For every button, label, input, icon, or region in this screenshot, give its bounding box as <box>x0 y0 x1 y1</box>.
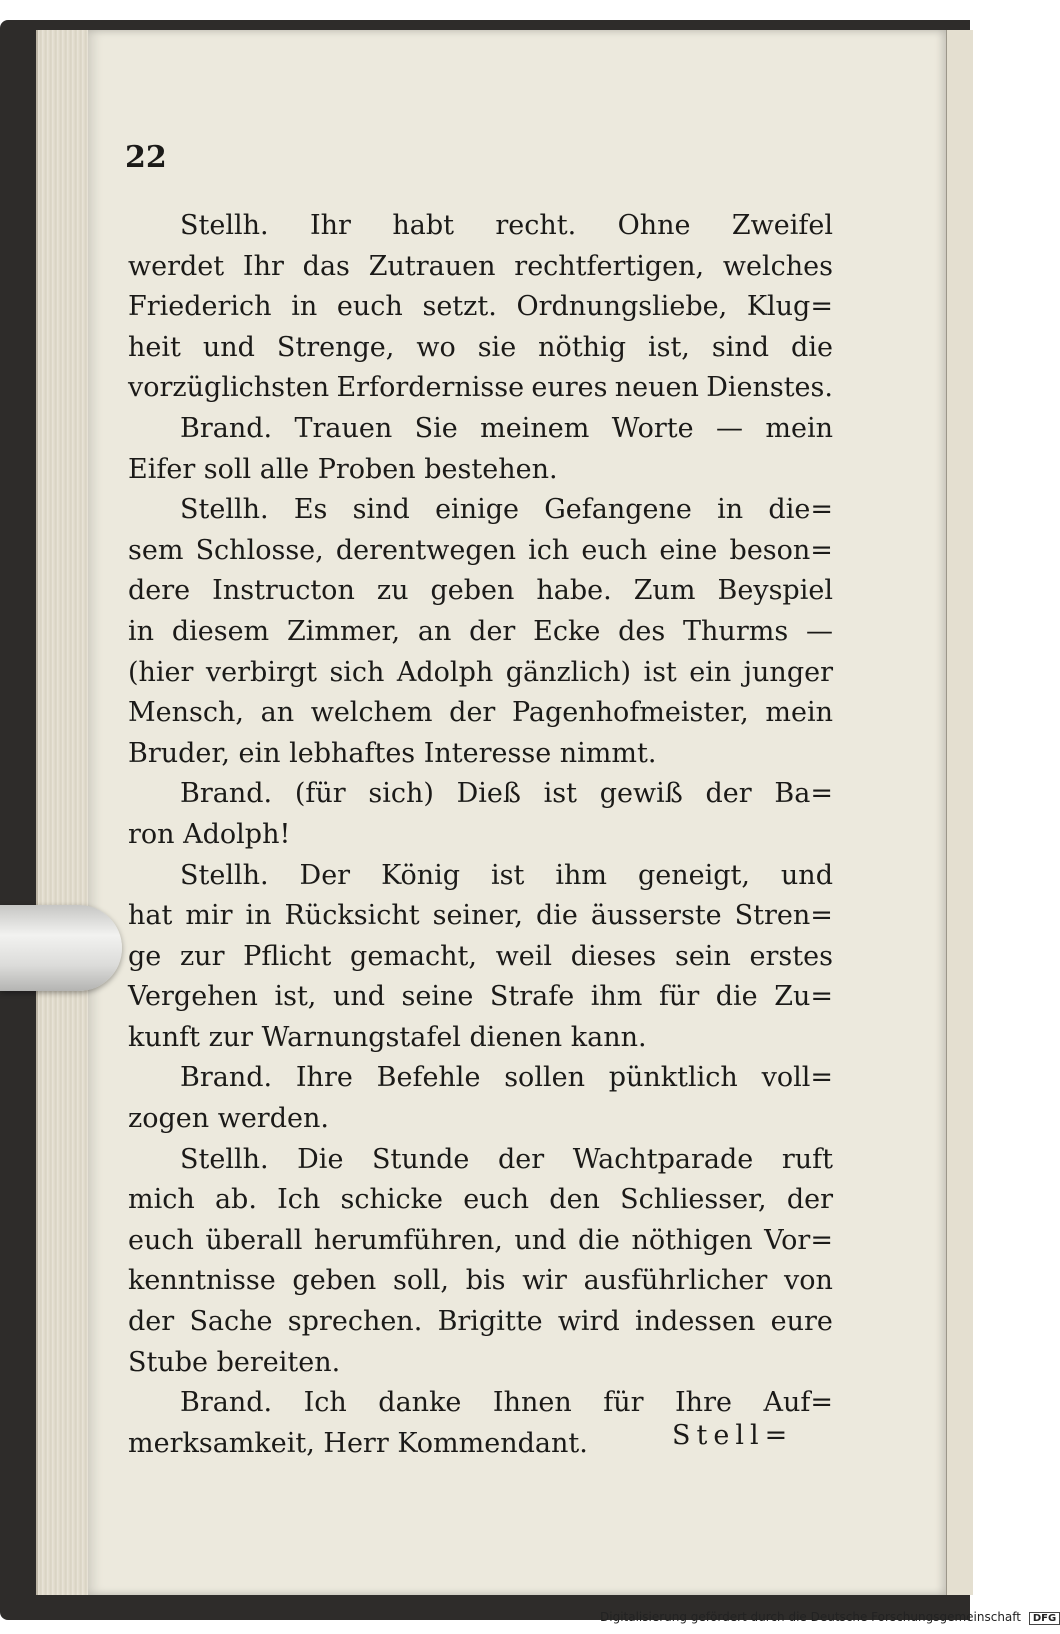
page-clip <box>0 905 122 991</box>
text-line: Bruder, ein lebhaftes Interesse nimmt. <box>128 737 657 769</box>
text-line: sem Schlosse, derentwegen ich euch eine beson= <box>128 534 833 566</box>
page-edges <box>36 30 96 1595</box>
text-line: Mensch, an welchem der Pagenhofmeister, mein <box>128 697 833 729</box>
text-line: Stellh. Die Stunde der Wachtparade ruft <box>180 1143 833 1175</box>
text-line: heit und Strenge, wo sie nöthig ist, sind die <box>128 331 833 363</box>
text-line: Eifer soll alle Proben bestehen. <box>128 453 558 485</box>
footer-credit-text: Digitalisierung gefördert durch die Deutsche Forschungsgemeinschaft <box>600 1610 1022 1624</box>
text-line: vorzüglichsten Erfordernisse eures neuen Dienstes. <box>128 372 833 404</box>
text-line: ge zur Pflicht gemacht, weil dieses sein erstes <box>128 940 833 972</box>
text-line: der Sache sprechen. Brigitte wird indessen eure <box>128 1306 833 1338</box>
text-line: dere Instructon zu geben habe. Zum Beyspiel <box>128 575 833 607</box>
text-block <box>128 210 833 1468</box>
text-line: kunft zur Warnungstafel dienen kann. <box>128 1021 647 1053</box>
catchword: Stell= <box>672 1420 794 1451</box>
text-line: Stellh. Der König ist ihm geneigt, und <box>180 859 833 891</box>
text-line: euch überall herumführen, und die nöthigen Vor= <box>128 1224 833 1256</box>
text-line: Friederich in euch setzt. Ordnungsliebe, Klug= <box>128 291 833 323</box>
text-line: (hier verbirgt sich Adolph gänzlich) ist ein junger <box>128 656 833 688</box>
text-line: Brand. Trauen Sie meinem Worte — mein <box>180 412 833 444</box>
footer-credit <box>600 1610 1060 1625</box>
text-line: zogen werden. <box>128 1103 329 1135</box>
text-line: hat mir in Rücksicht seiner, die äusserste Stren= <box>128 900 833 932</box>
text-line: Brand. Ich danke Ihnen für Ihre Auf= <box>180 1387 833 1419</box>
text-line: Brand. Ihre Befehle sollen pünktlich voll= <box>180 1062 833 1094</box>
text-line: kenntnisse geben soll, bis wir ausführlicher von <box>128 1265 833 1297</box>
text-line: Stellh. Es sind einige Gefangene in die= <box>180 494 833 526</box>
text-line: Stellh. Ihr habt recht. Ohne Zweifel <box>180 210 833 241</box>
text-line: in diesem Zimmer, an der Ecke des Thurms — <box>128 615 833 647</box>
dfg-logo-icon: DFG <box>1029 1612 1060 1625</box>
text-line: ron Adolph! <box>128 818 291 850</box>
text-line: Stube bereiten. <box>128 1346 341 1378</box>
text-line: werdet Ihr das Zutrauen rechtfertigen, welches <box>128 250 833 282</box>
text-line: mich ab. Ich schicke euch den Schliesser, der <box>128 1184 833 1216</box>
text-line: Brand. (für sich) Dieß ist gewiß der Ba= <box>180 778 833 810</box>
page-number: 22 <box>125 140 167 175</box>
text-line: Vergehen ist, und seine Strafe ihm für die Zu= <box>128 981 833 1013</box>
text-line: merksamkeit, Herr Kommendant. <box>128 1427 588 1459</box>
next-page-edge <box>946 30 973 1595</box>
